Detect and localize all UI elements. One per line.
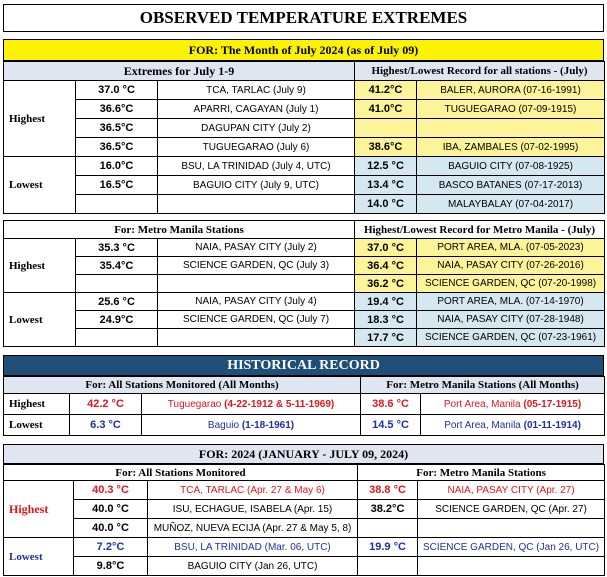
station-location: TUGUEGARAO (July 6) — [158, 138, 355, 157]
record-temp — [358, 519, 418, 538]
station-location: BAGUIO CITY (July 9, UTC) — [158, 176, 355, 195]
record-temp: 14.0 °C — [355, 195, 417, 214]
record-dates: (01-11-1914) — [523, 419, 581, 431]
station-location: DAGUPAN CITY (July 2) — [158, 119, 355, 138]
year-2024-table — [3, 464, 605, 576]
section-header-right: Highest/Lowest Record for Metro Manila - (July) — [355, 221, 605, 239]
record-dates: (05-17-1915) — [523, 398, 582, 410]
record-location: MALAYBALAY (07-04-2017) — [417, 195, 605, 214]
temp-value: 35.3 °C — [76, 239, 158, 257]
record-temp: 41.2°C — [355, 81, 417, 100]
record-temp: 18.3 °C — [355, 311, 417, 329]
section-header-left: For: All Stations Monitored — [4, 465, 358, 481]
temp-value: 24.9°C — [76, 311, 158, 329]
station-location — [142, 415, 361, 436]
record-location — [417, 119, 605, 138]
record-temp: 19.4 °C — [355, 293, 417, 311]
record-temp: 36.2 °C — [355, 275, 417, 293]
record-temp: 12.5 °C — [355, 157, 417, 176]
record-location: TUGUEGARAO (07-09-1915) — [417, 100, 605, 119]
lowest-label: Lowest — [4, 293, 76, 347]
section-header-left: For: All Stations Monitored (All Months) — [4, 377, 361, 394]
lowest-label: Lowest — [4, 415, 70, 436]
record-location: PORT AREA, MLA. (07-05-2023) — [417, 239, 605, 257]
station-name: Baguio — [207, 419, 242, 431]
station-location — [158, 329, 355, 347]
record-temp — [355, 119, 417, 138]
station-location: TCA, TARLAC (July 9) — [158, 81, 355, 100]
temp-value: 36.6°C — [76, 100, 158, 119]
temp-value: 37.0 °C — [76, 81, 158, 100]
station-location: MUÑOZ, NUEVA ECIJA (Apr. 27 & May 5, 8) — [148, 519, 358, 538]
record-location: SCIENCE GARDEN, QC (07-23-1961) — [417, 329, 605, 347]
record-location — [418, 557, 605, 576]
highest-label: Highest — [4, 394, 70, 415]
section-header-left: Extremes for July 1-9 — [4, 62, 355, 81]
month-banner: FOR: The Month of July 2024 (as of July 09) — [3, 39, 604, 61]
temp-value — [76, 195, 158, 214]
record-temp: 38.6 °C — [361, 394, 421, 415]
station-location — [158, 195, 355, 214]
station-name: Port Area, Manila — [444, 419, 524, 431]
temp-value: 36.5°C — [76, 119, 158, 138]
station-location: NAIA, PASAY CITY (July 2) — [158, 239, 355, 257]
july-extremes-table — [3, 61, 605, 214]
record-temp: 37.0 °C — [355, 239, 417, 257]
record-location: NAIA, PASAY CITY (Apr. 27) — [418, 481, 605, 500]
station-location: BAGUIO CITY (Jan 26, UTC) — [148, 557, 358, 576]
record-location: BAGUIO CITY (07-08-1925) — [417, 157, 605, 176]
station-location: BSU, LA TRINIDAD (July 4, UTC) — [158, 157, 355, 176]
temp-value: 35.4°C — [76, 257, 158, 275]
station-location: SCIENCE GARDEN, QC (July 7) — [158, 311, 355, 329]
record-location: PORT AREA, MLA. (07-14-1970) — [417, 293, 605, 311]
station-name: Port Area, Manila — [443, 398, 524, 410]
temp-value: 36.5°C — [76, 138, 158, 157]
record-temp: 36.4 °C — [355, 257, 417, 275]
section-header-right: For: Metro Manila Stations (All Months) — [361, 377, 605, 394]
record-location — [421, 394, 605, 415]
year-2024-title: FOR: 2024 (JANUARY - JULY 09, 2024) — [3, 444, 604, 464]
record-location: NAIA, PASAY CITY (07-26-2016) — [417, 257, 605, 275]
record-location: BALER, AURORA (07-16-1991) — [417, 81, 605, 100]
temp-value: 40.3 °C — [74, 481, 148, 500]
section-header-right: For: Metro Manila Stations — [358, 465, 605, 481]
record-temp: 14.5 °C — [361, 415, 421, 436]
historical-record-table — [3, 376, 605, 436]
lowest-label: Lowest — [4, 157, 76, 214]
temp-value: 6.3 °C — [70, 415, 142, 436]
record-temp: 41.0°C — [355, 100, 417, 119]
temp-value: 25.6 °C — [76, 293, 158, 311]
record-location: IBA, ZAMBALES (07-02-1995) — [417, 138, 605, 157]
record-location — [418, 519, 605, 538]
record-temp: 38.8 °C — [358, 481, 418, 500]
record-location: SCIENCE GARDEN, QC (Jan 26, UTC) — [418, 538, 605, 557]
record-dates: (4-22-1912 & 5-11-1969) — [224, 398, 335, 410]
record-temp: 17.7 °C — [355, 329, 417, 347]
temp-value: 40.0 °C — [74, 519, 148, 538]
record-temp: 38.2°C — [358, 500, 418, 519]
record-temp: 13.4 °C — [355, 176, 417, 195]
record-location: NAIA, PASAY CITY (07-28-1948) — [417, 311, 605, 329]
temp-value: 16.0°C — [76, 157, 158, 176]
section-header-left: For: Metro Manila Stations — [4, 221, 355, 239]
temp-value: 40.0 °C — [74, 500, 148, 519]
page-title: OBSERVED TEMPERATURE EXTREMES — [3, 4, 604, 32]
temp-value — [76, 275, 158, 293]
temp-value: 42.2 °C — [70, 394, 142, 415]
temp-value: 9.8°C — [74, 557, 148, 576]
temp-value: 16.5°C — [76, 176, 158, 195]
highest-label: Highest — [4, 481, 74, 538]
station-location: ISU, ECHAGUE, ISABELA (Apr. 15) — [148, 500, 358, 519]
record-location: BASCO BATANES (07-17-2013) — [417, 176, 605, 195]
lowest-label: Lowest — [4, 538, 74, 576]
station-location: BSU, LA TRINIDAD (Mar. 06, UTC) — [148, 538, 358, 557]
record-temp — [358, 557, 418, 576]
station-location: NAIA, PASAY CITY (July 4) — [158, 293, 355, 311]
highest-label: Highest — [4, 239, 76, 293]
record-location — [421, 415, 605, 436]
record-location: SCIENCE GARDEN, QC (Apr. 27) — [418, 500, 605, 519]
metro-manila-table — [3, 220, 605, 347]
record-temp: 38.6°C — [355, 138, 417, 157]
temp-value: 7.2°C — [74, 538, 148, 557]
station-location: TCA, TARLAC (Apr. 27 & May 6) — [148, 481, 358, 500]
section-header-right: Highest/Lowest Record for all stations - (July) — [355, 62, 605, 81]
station-location — [142, 394, 361, 415]
station-location — [158, 275, 355, 293]
station-location: APARRI, CAGAYAN (July 1) — [158, 100, 355, 119]
historical-record-title: HISTORICAL RECORD — [3, 355, 604, 376]
record-location: SCIENCE GARDEN, QC (07-20-1998) — [417, 275, 605, 293]
record-dates: (1-18-1961) — [241, 419, 295, 431]
highest-label: Highest — [4, 81, 76, 157]
station-location: SCIENCE GARDEN, QC (July 3) — [158, 257, 355, 275]
record-temp: 19.9 °C — [358, 538, 418, 557]
temp-value — [76, 329, 158, 347]
station-name: Tuguegarao — [167, 398, 225, 410]
